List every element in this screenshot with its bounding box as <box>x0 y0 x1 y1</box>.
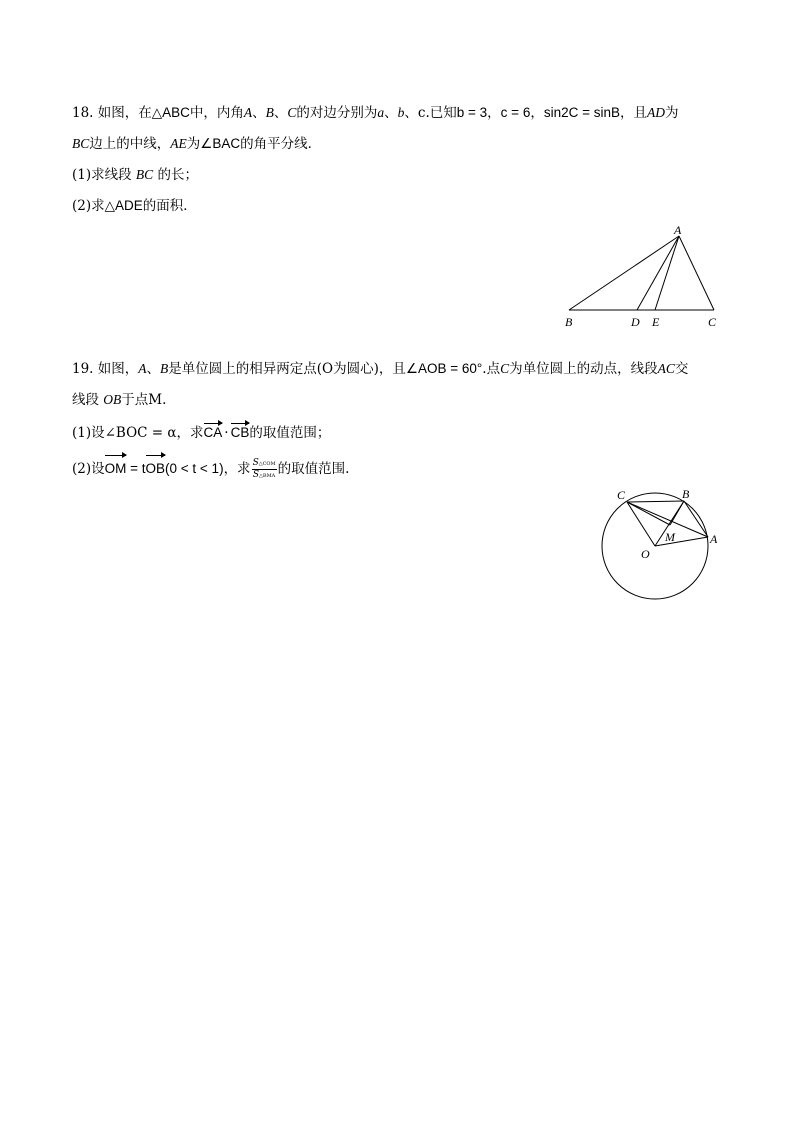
label-m: M <box>665 530 675 544</box>
area-s: S <box>252 458 259 468</box>
text: 、c.已知 <box>404 105 457 121</box>
label-a: A <box>674 223 682 237</box>
label-b: B <box>565 315 573 329</box>
text: 、 <box>384 105 398 121</box>
text: 为 <box>186 136 201 152</box>
segment-bm-line <box>670 501 684 525</box>
p19-statement-line1 <box>72 360 688 378</box>
triangle-ade: △ADE <box>104 198 143 213</box>
equals-t: = t <box>126 461 146 476</box>
var-b: b <box>397 105 405 120</box>
text: 的取值范围； <box>249 425 331 441</box>
p18-question-1 <box>72 166 198 184</box>
vector-om: OM <box>105 456 127 482</box>
text: (2)求 <box>72 198 105 214</box>
fraction-numerator <box>252 458 277 470</box>
text: (1)求线段 <box>72 167 136 183</box>
text: 、 <box>273 105 288 121</box>
label-e: E <box>652 315 660 329</box>
text: 19. 如图， <box>72 361 139 377</box>
segment-ac: AC <box>657 361 675 376</box>
text: 是单位圆上的相异两定点(O为圆心)，且 <box>168 361 406 377</box>
p18-question-2 <box>72 197 197 215</box>
text: 线段 <box>72 392 104 408</box>
subscript-bma: △BMA <box>259 473 276 479</box>
p19-unit-circle-figure <box>595 482 725 604</box>
triangle-abc: △ABC <box>151 105 190 120</box>
area-s: S <box>252 470 260 480</box>
p19-question-1 <box>72 424 330 442</box>
segment-cm-line <box>627 502 670 525</box>
p18-statement-line2 <box>72 135 321 153</box>
vector-cb: CB <box>230 425 250 440</box>
segment-oa <box>655 537 708 546</box>
text: 的面积． <box>142 198 197 214</box>
point-b: B <box>160 361 169 376</box>
label-o: O <box>641 547 650 561</box>
point-a: A <box>138 361 147 376</box>
label-c: C <box>708 315 717 329</box>
segment-ad: AD <box>647 105 665 120</box>
text: 的取值范围. <box>277 461 350 477</box>
text: 交 <box>674 361 689 377</box>
text: ，且 <box>620 105 647 121</box>
text: 的角平分线． <box>240 136 322 152</box>
dot-operator: · <box>224 425 229 441</box>
text: 于点M. <box>121 392 167 408</box>
text: 边上的中线， <box>89 136 171 152</box>
segment-ob: OB <box>103 392 122 407</box>
text: 、 <box>146 361 161 377</box>
given-conditions: b = 3，c = 6，sin2C = sinB <box>456 105 620 120</box>
var-c-upper: C <box>287 105 297 120</box>
text: 的对边分别为 <box>296 105 378 121</box>
segment-ae-line <box>655 236 679 310</box>
segment-cb-line <box>627 501 684 502</box>
segment-ab-line <box>569 236 679 310</box>
text: (1)设∠BOC = α，求 <box>72 425 204 441</box>
text: 18. 如图，在 <box>72 105 152 121</box>
text: 、 <box>252 105 266 121</box>
fraction-denominator <box>252 470 276 481</box>
text: 为单位圆上的动点，线段 <box>509 361 658 377</box>
label-c: C <box>617 488 626 502</box>
text: (2)设 <box>72 461 105 477</box>
segment-ac-line <box>679 236 714 310</box>
text: 中，内角 <box>189 105 244 121</box>
text: .点 <box>482 361 501 377</box>
text: 为 <box>665 105 679 121</box>
area-ratio-fraction <box>252 458 277 481</box>
segment-ad-line <box>637 236 679 310</box>
p18-triangle-figure <box>555 220 730 335</box>
var-b-upper: B <box>265 105 274 120</box>
var-a: a <box>377 105 385 120</box>
p18-statement-line1 <box>72 104 679 122</box>
vector-ob: OB <box>146 456 166 482</box>
subscript-com: △COM <box>258 461 276 467</box>
t-range: (0 < t < 1) <box>165 461 224 476</box>
text: 的长； <box>153 167 198 183</box>
text: ，求 <box>223 461 251 477</box>
p19-question-2 <box>72 456 349 482</box>
label-a: A <box>710 532 718 546</box>
angle-aob-condition: ∠AOB = 60° <box>405 361 483 376</box>
segment-bc: BC <box>135 167 154 182</box>
point-c: C <box>500 361 510 376</box>
segment-ae: AE <box>170 136 187 151</box>
p19-statement-line2 <box>72 391 166 409</box>
vector-ca: CA <box>203 425 223 440</box>
angle-bac: ∠BAC <box>200 136 241 151</box>
label-b: B <box>682 487 690 501</box>
var-a-upper: A <box>243 105 253 120</box>
segment-bc: BC <box>72 136 90 151</box>
segment-oc <box>627 502 655 546</box>
label-d: D <box>631 315 640 329</box>
